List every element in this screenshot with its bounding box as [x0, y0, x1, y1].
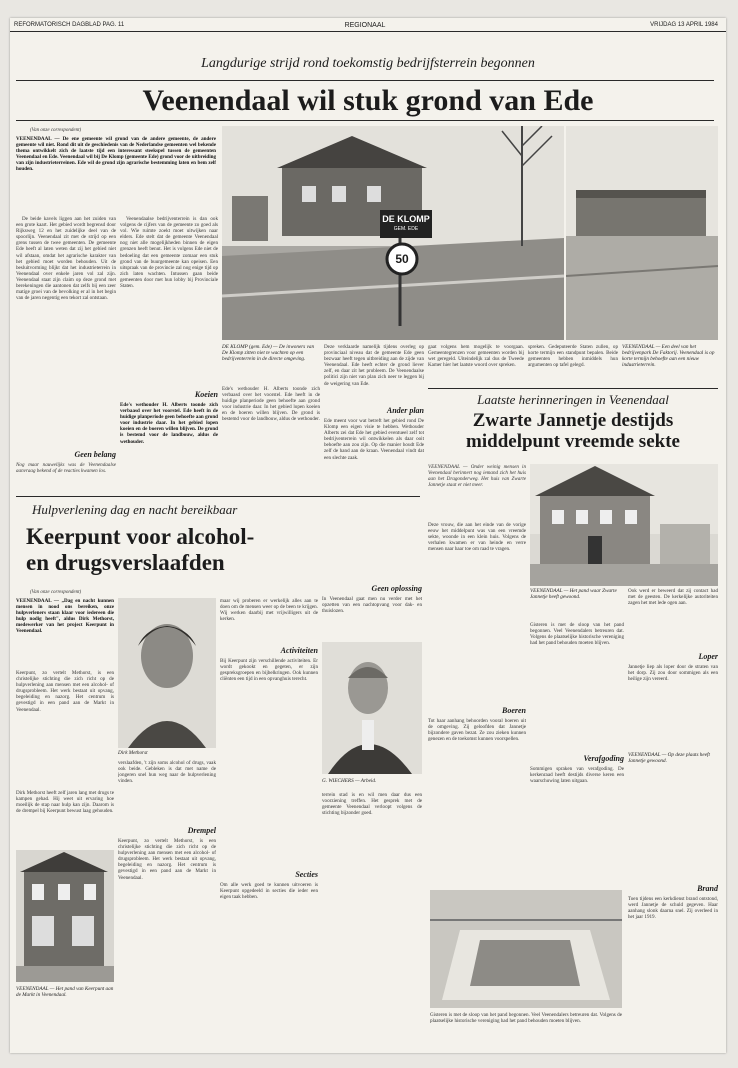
article3-subhead-boeren: Boeren: [502, 706, 526, 715]
article2-headline-line2: en drugsverslaafden: [26, 550, 225, 575]
article2-body-col2b: Keerpunt, zo vertelt Methorst, is een christelijke stichting die zich richt op de hulpverlening aan mensen met een alcohol- of drugsprobleem. Het werk bestaat uit opvang, begeleiding en nazorg. Het centrum is gevestigd in een pand aan de Markt in Veenendaal.: [118, 838, 216, 881]
de-klomp-caption: DE KLOMP (gem. Ede) — De inwoners van De Klomp zitten niet te wachten op een bedrijventerrein in de directe omgeving.: [222, 344, 315, 362]
article3-body-col3c: Sommigen spraken van verafgoding. De kerkenraad heeft destijds diverse keren een waarschuwing laten uitgaan.: [530, 766, 624, 785]
header-rule: [10, 31, 726, 32]
article3-closing: Gisteren is met de sloop van het pand begonnen. Veel Veenendalers betreuren dat. Volgens de plaatselijke historische vereniging had het pand behouden moeten blijven.: [430, 1012, 622, 1025]
article3-subhead-verafgoding: Verafgoding: [583, 754, 624, 763]
article3-body-col3: Ook werd er beweerd dat zij contact had met de geesten. De kerkelijke autoriteiten zagen het met lede ogen aan.: [628, 588, 718, 607]
article2-body-col1b: Dirk Methorst heeft zelf jaren lang met drugs te kampen gehad. Hij weet uit ervaring hoe moeilijk de stap naar hulp kan zijn. Daarom is de drempel bij Keerpunt bewust laag gehouden.: [16, 790, 114, 815]
article1-paragraph: De beide kavels liggen aan het zuiden van een grote kaart. Het gebied wordt begrensd door Rijksweg 12 en het zuidelijke deel van de spoorlijn. Veenendaal zit met de strijd op een grens tussen de twee gemeenten. De gemeente Ede heeft al laten weten dat zij het gebied niet wil afstaan, omdat het agrarische karakter van het gebied moet worden behouden. Uit de besluitvorming blijkt dat het industrieterrein in Veenendaal over enkele jaren vol zal zijn. Veenendaal staat zijn claim op deze grond met berekeningen die aantonen dat zelfs bij een zeer matige groei van de bevolking er al in het begin van de jaren negentig een tekort zal ontstaan.: [16, 216, 116, 302]
de-klomp-sign-municipality: GEM. EDE: [393, 226, 419, 232]
jannetje-house-caption: VEENENDAAL — Het pand waar Zwarte Jannetje heeft gewoond.: [530, 588, 617, 600]
article2-kicker: Hulpverlening dag en nacht bereikbaar: [32, 502, 238, 517]
speed-limit-sign: 50: [395, 252, 409, 266]
article2-rule-top: [16, 496, 420, 497]
article2-body-col4b: In Veenendaal gaat men nu verder met het opzetten van een nachtopvang voor dak- en thuislozen.: [322, 596, 422, 615]
paper-name: REFORMATORISCH DAGBLAD PAG. 11: [14, 22, 125, 28]
issue-date: VRIJDAG 13 APRIL 1984: [650, 22, 718, 28]
article1-body-col2b: Ede's wethouder H. Alberts toonde zich verbaasd over het voorstel. Ede heeft in de huidige planperiode geen behoefte aan grond voor industrie daar. In het gebied lopen koeien en de boeren willen blijven. De grond is bestemd voor de landbouw, aldus de wethouder.: [120, 402, 218, 445]
article1-subhead-geen-belang: Geen belang: [74, 450, 116, 459]
bedrijvenpark-photo: [566, 126, 718, 340]
article1-subhead-ander-plan: Ander plan: [386, 406, 424, 415]
section-name: REGIONAAL: [344, 22, 386, 29]
jannetje-site-caption-top: VEENENDAAL — Op deze plaats heeft Jannetje gewoond.: [628, 752, 710, 764]
de-klomp-photo-svg: [222, 126, 564, 340]
article1-lead: VEENENDAAL — De ene gemeente wil grond van de andere gemeente, de andere gemeente wil niet. Rond dit uit de geschiedenis van de Nederlandse gemeenten wel bekende thema ontwikkelt zich de laatste tijd een interessant steekspel tussen de gemeenten Veenendaal en Ede. Veenendaal wil bij De Klomp (gemeente Ede) grond voor de uitbreiding van zijn industrieterreinen. Ede wil de grond zijn agrarische bestemming laten en bem zelf houden.: [16, 136, 216, 173]
article3-subhead-brand: Brand: [697, 884, 718, 893]
article2-byline: (Van onze correspondent): [30, 590, 82, 595]
jannetje-site-photo: [430, 890, 622, 1008]
bedrijvenpark-caption: VEENENDAAL — Een deel van het bedrijvenpark De Faktorij. Veenendaal is op korte termijn behoefte aan een nieuw industrieterrein.: [622, 344, 715, 368]
wiechers-photo-svg: [322, 642, 422, 774]
bedrijvenpark-photo-svg: [566, 126, 718, 340]
article3-rule-top: [428, 388, 718, 389]
de-klomp-photo: [222, 126, 564, 340]
article2-subhead-activiteiten: Activiteiten: [280, 646, 318, 655]
article1-body-col2: [120, 216, 218, 390]
article1-body-col1b: Nog maar nauwelijks was de Veenendaalse aanvraag bekend of de reacties kwamen los.: [16, 462, 116, 475]
article1-headline-rule-top: [16, 80, 714, 81]
article3-body-col3b: Jannetje liep als loper door de straten van het dorp. Zij zou door sommigen als een heilige zijn vereerd.: [628, 664, 718, 683]
article1-headline: Veenendaal wil stuk grond van Ede: [142, 84, 594, 117]
article2-subhead-secties: Secties: [295, 870, 318, 879]
newspaper-page: [10, 18, 726, 1053]
article2-body-col2: verslaafden, 't zijn soms alcohol of drugs, vaak ook beide. Gebleken is dat met name de jongeren snel hun weg naar de hulpverlening vinden.: [118, 760, 216, 785]
article1-body-col2c: Ede's wethouder H. Alberts toonde zich verbaasd over het voorstel. Ede heeft in de huidige planperiode geen behoefte aan grond voor industrie daar. In het gebied lopen koeien en de boeren willen blijven. De grond is bestemd voor de landbouw, aldus de wethouder.: [222, 386, 320, 423]
article1-byline: (Van onze correspondent): [30, 128, 82, 133]
dirk-methorst-photo-svg: [118, 598, 216, 748]
jannetje-site-photo-svg: [430, 890, 622, 1008]
article1-subhead-koeien: Koeien: [194, 390, 218, 399]
keerpunt-building-caption: VEENENDAAL — Het pand van Keerpunt aan de Markt in Veenendaal.: [16, 986, 114, 998]
article3-body-col1: Deze vrouw, die aan het einde van de vorige eeuw het middelpunt was van een vreemde sekte, woonde in een klein huis. Volgens de verhalen kwamen er van heinde en verre mensen naar haar toe om raad te vragen.: [428, 522, 526, 553]
keerpunt-building-photo: [16, 850, 114, 982]
article3-body-col4: Toen tijdens een kerkdienst brand ontstond, werd Jannetje de schuld gegeven. Haar aanhang slonk daarna snel. Zij overleed in het jaar 1919.: [628, 896, 718, 921]
dirk-methorst-photo: [118, 598, 216, 748]
article3-intro: VEENENDAAL — Onder weinig mensen in Veenendaal herinnert nog iemand zich het huis aan het Dragonderweg. Het huis van Zwarte Jannetje staat er niet meer.: [428, 464, 526, 489]
article3-body-col2: Gisteren is met de sloop van het pand begonnen. Veel Veenendalers betreuren dat. Volgens de plaatselijke historische vereniging had het pand behouden moeten blijven.: [530, 622, 624, 647]
article1-body-col3: Deze verklaarde namelijk tijdens overleg op provinciaal niveau dat de gemeente Ede geen bezwaar heeft tegen uitbreiding aan de zijde van Veenendaal. Ede heeft echter de grond liever zelf, en daar zit het probleem. De Veenendaalse politici zijn niet van plan zich neer te leggen bij de weigering van Ede.: [324, 344, 424, 387]
article3-headline-line2: middelpunt vreemde sekte: [466, 431, 680, 452]
article3-headline-line1: Zwarte Jannetje destijds: [472, 410, 674, 431]
article1-kicker: Langdurige strijd rond toekomstig bedrijfsterrein begonnen: [201, 56, 535, 71]
article1-headline-rule-bottom: [16, 120, 714, 121]
article2-body-col1: Keerpunt, zo vertelt Methorst, is een christelijke stichting die zich richt op de hulpverlening aan mensen met een alcohol- of drugsprobleem. Het werk bestaat uit opvang, begeleiding en nazorg. Het centrum is gevestigd in een pand aan de Markt in Veenendaal.: [16, 670, 114, 713]
wiechers-photo: [322, 642, 422, 774]
jannetje-house-photo-svg: [530, 464, 718, 586]
wiechers-caption: G. WIECHERS — Arbeid.: [322, 778, 377, 784]
dirk-methorst-caption: Dirk Methorst: [118, 750, 148, 756]
article2-body-col3: maar wij proberen er werkelijk alles aan te doen om de mensen weer op de been te krijgen. Wij werken daarbij met vrijwilligers uit de kerken.: [220, 598, 318, 623]
article1-body-col3b: Ede meent voor wat betreft het gebied rond De Klomp een eigen visie te hebben. Wethouder Alberts zei dat Ede het gebied eventueel zelf tot bedrijventerrein wil ontwikkelen als daar ooit behoefte aan zou zijn. Op die manier houdt Ede zelf de hand aan de kraan. Veenendaal vindt dat een slechte zaak.: [324, 418, 424, 461]
article2-subhead-drempel: Drempel: [187, 826, 216, 835]
de-klomp-sign-name: DE KLOMP: [382, 214, 430, 224]
article2-subhead-geen-oplossing: Geen oplossing: [371, 584, 422, 593]
article1-paragraph: Veenendaalse bedrijventerrein is dan ook volgens de cijfers van de gemeente zo goed als vol. Wie ruimte zoekt moet uitwijken naar elders. Ede stelt dat de gemeente Veenendaal nog niet alle mogelijkheden binnen de eigen grenzen heeft benut. Het is volgens Ede niet de bedoeling dat een gemeente zomaar een stuk grond van de buurgemeente kan opeisen. Een uitspraak van de provincie zal nog enige tijd op zich laten wachten. Intussen gaan beide gemeenten door met hun lobby bij Provinciale Staten.: [120, 216, 218, 290]
article2-headline-line1: Keerpunt voor alcohol-: [26, 524, 255, 549]
article2-lead: VEENENDAAL — „Dag en nacht kunnen mensen in nood ons bereiken, onze hulpverleners staan klaar voor iedereen die hulp nodig heeft", aldus Dirk Methorst, medewerker van het project Keerpunt in Veenendaal.: [16, 598, 114, 635]
jannetje-house-photo: [530, 464, 718, 586]
article3-body-col2b: Tot haar aanhang behoorden vooral boeren uit de omgeving. Zij geloofden dat Jannetje bijzondere gaven bezat. Ze zou zieken kunnen genezen en de toekomst kunnen voorspellen.: [428, 718, 526, 743]
article3-subhead-loper: Loper: [698, 652, 718, 661]
article3-kicker: Laatste herinneringen in Veenendaal: [477, 392, 669, 407]
article1-body-col5: spreken. Gedeputeerde Staten zullen, op korte termijn een standpunt bepalen. Beide gemeenten hebben inmiddels hun argumenten op tafel gelegd.: [528, 344, 618, 369]
keerpunt-building-photo-svg: [16, 850, 114, 982]
article1-body-col4: gaat volgens hem mogelijk te voorgaan. Gemeentegrenzen voor gemeenten worden bij wet geregeld. Uiteindelijk zal dus de Tweede Kamer hier het laatste woord over spreken.: [428, 344, 524, 369]
article2-body-col4: terrein stad is en wil men daar dus een voorziening treffen. Het gesprek met de gemeente Veenendaal verloopt volgens de stichting bijzonder goed.: [322, 792, 422, 817]
article2-body-col3b: Bij Keerpunt zijn verschillende activiteiten. Er wordt gekookt en gegeten, er zijn gespreksgroepen en bijbelkringen. Ook kunnen cliënten een tijd in een opvanghuis terecht.: [220, 658, 318, 683]
article1-body-col1: [16, 216, 116, 448]
article2-body-col3c: Om alle werk goed te kunnen uitvoeren is Keerpunt opgedeeld in secties die ieder een eigen taak hebben.: [220, 882, 318, 901]
